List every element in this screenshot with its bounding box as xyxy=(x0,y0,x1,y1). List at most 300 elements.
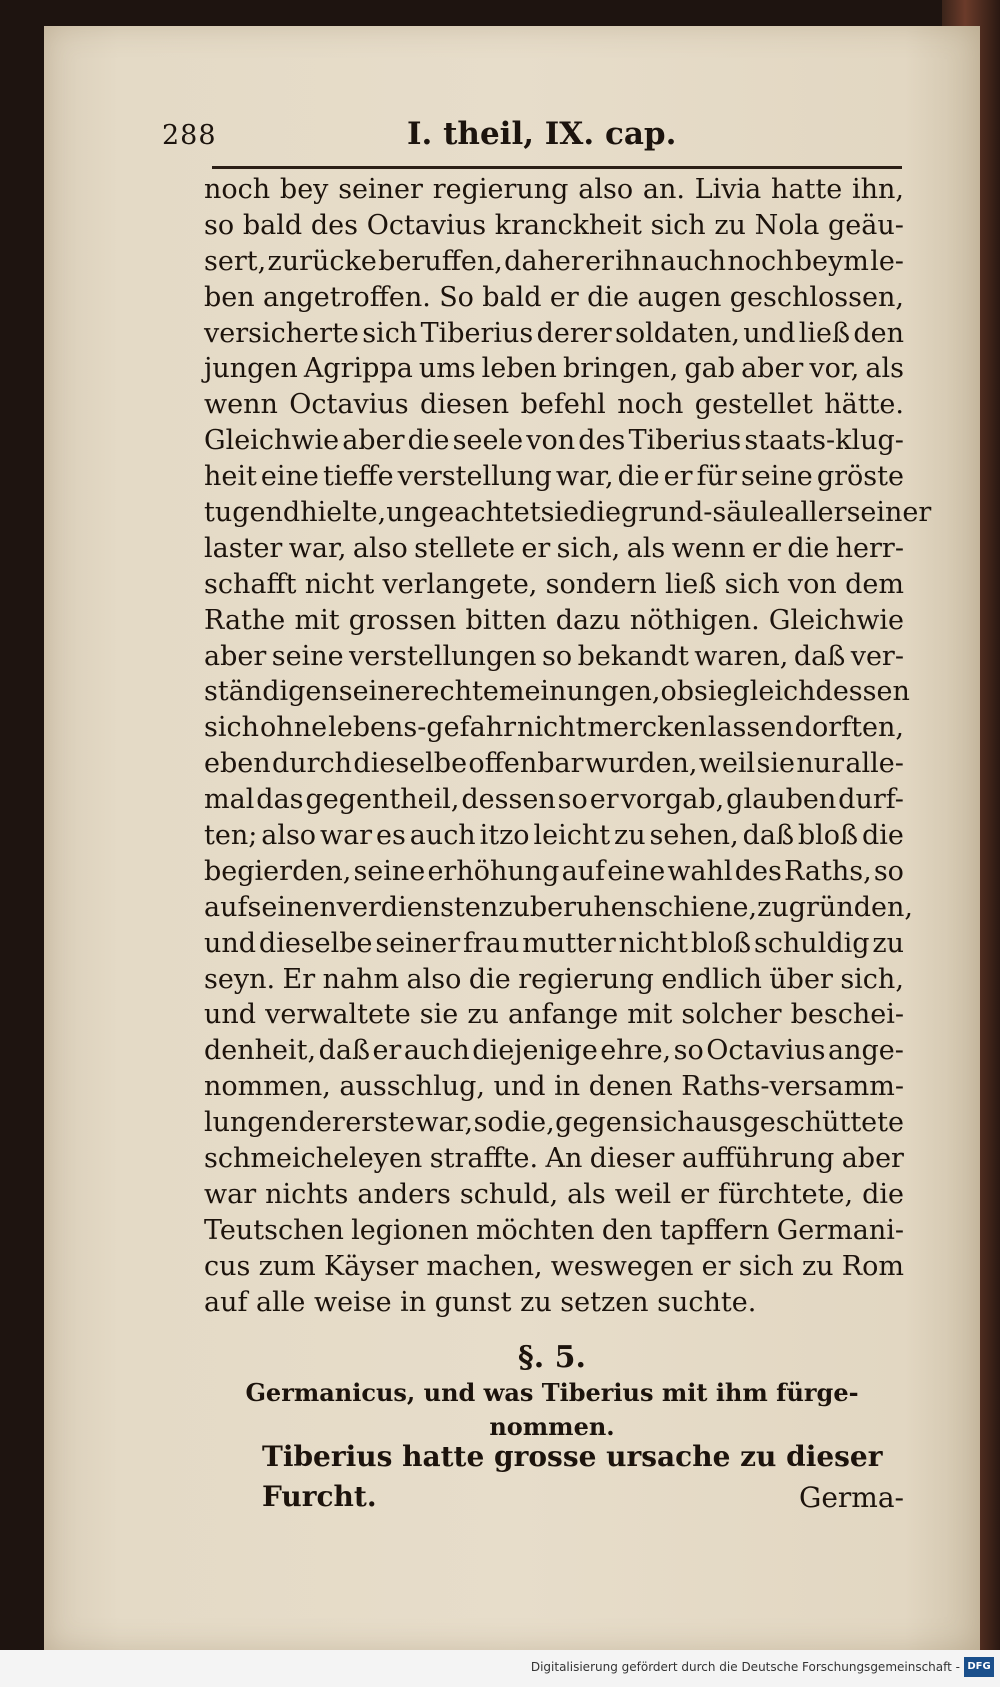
word: lebens-gefahr xyxy=(328,712,516,744)
word: seyn. xyxy=(204,963,276,995)
word: An xyxy=(545,1143,583,1175)
word: ließ xyxy=(665,568,717,600)
word: leben xyxy=(481,353,557,385)
word: seinen xyxy=(247,891,337,923)
word: wahl xyxy=(667,855,733,887)
running-head-rule xyxy=(212,166,902,169)
word: Raths-versamm- xyxy=(681,1071,904,1103)
text-line xyxy=(204,746,904,782)
word: beruffen, xyxy=(378,245,503,277)
text-line xyxy=(204,495,932,531)
word: nur xyxy=(796,748,845,780)
word: solcher xyxy=(681,999,782,1031)
word: eben xyxy=(204,748,271,780)
word: die xyxy=(579,497,621,529)
word: sie xyxy=(540,497,580,529)
word: sich, xyxy=(840,963,904,995)
text-line xyxy=(204,926,904,962)
word: jungen xyxy=(204,353,298,385)
word: dazu xyxy=(555,604,621,636)
word: kranckheit xyxy=(494,209,642,241)
word: tugend xyxy=(204,497,301,529)
text-line xyxy=(204,244,904,280)
word: bald xyxy=(242,209,303,241)
text-line xyxy=(204,316,904,352)
word: seine xyxy=(740,461,813,493)
word: sich xyxy=(724,568,780,600)
body-text xyxy=(204,172,932,1321)
word: nicht xyxy=(517,712,587,744)
running-head-title: I. theil, IX. cap. xyxy=(407,116,677,152)
word: als xyxy=(865,353,904,385)
word: auf xyxy=(561,855,606,887)
word: sich, xyxy=(556,532,621,564)
word: wenn xyxy=(671,532,746,564)
word: vor, xyxy=(809,353,860,385)
word: gab xyxy=(684,353,736,385)
word: mercken xyxy=(587,712,707,744)
word: zurücke xyxy=(267,245,377,277)
word: derer xyxy=(536,317,612,349)
word: mal xyxy=(204,784,255,816)
word: sich xyxy=(639,1107,695,1139)
word: bekandt xyxy=(577,640,689,672)
text-line xyxy=(204,782,904,818)
word: herr- xyxy=(835,532,904,564)
word: grund-säule xyxy=(620,497,785,529)
text-line xyxy=(204,674,910,710)
word: ums xyxy=(418,353,476,385)
word: Octavius xyxy=(706,1035,826,1067)
word: die, xyxy=(504,1107,555,1139)
word: wurden, xyxy=(584,748,698,780)
word: dieselbe xyxy=(258,927,373,959)
word: zu xyxy=(467,999,499,1031)
word: dieselbe xyxy=(353,748,468,780)
word: bald xyxy=(482,281,542,313)
catchword: Germa- xyxy=(798,1481,904,1514)
word: versicherte xyxy=(204,317,359,349)
word: gröste xyxy=(816,461,904,493)
word: ihn xyxy=(615,245,659,277)
word: Gleichwie xyxy=(204,425,340,457)
word: nicht xyxy=(304,568,375,600)
word: beym xyxy=(794,245,869,277)
word: waren, xyxy=(694,640,789,672)
word: bitten xyxy=(465,604,547,636)
word: legionen xyxy=(351,1214,469,1246)
word: und xyxy=(743,317,796,349)
text-line: auf alle weise in gunst zu setzen suchte. xyxy=(204,1286,757,1318)
word: verwaltete xyxy=(265,999,411,1031)
section-number: §. 5. xyxy=(518,1340,586,1375)
word: verstellungen xyxy=(349,640,537,672)
text-line xyxy=(204,1249,904,1285)
text-line xyxy=(204,890,913,926)
word: so xyxy=(473,1107,504,1139)
word: Gleichwie xyxy=(768,604,904,636)
section-heading xyxy=(200,1340,904,1444)
word: Tiberius xyxy=(628,425,742,457)
word: als xyxy=(567,1178,606,1210)
word: auch xyxy=(403,1035,470,1067)
word: nöthigen. xyxy=(629,604,760,636)
word: aber xyxy=(841,1143,904,1175)
word: ver- xyxy=(850,640,904,672)
word: aber xyxy=(741,353,804,385)
word: war, xyxy=(288,532,347,564)
word: seiner xyxy=(375,927,461,959)
word: für xyxy=(696,461,737,493)
word: war, xyxy=(415,1107,474,1139)
word: und xyxy=(204,927,257,959)
word: aber xyxy=(204,640,267,672)
word: cus xyxy=(204,1250,251,1282)
word: denheit, xyxy=(204,1035,317,1067)
word: von xyxy=(787,568,837,600)
word: beschei- xyxy=(790,999,904,1031)
word: dem xyxy=(845,568,904,600)
word: noch xyxy=(727,245,794,277)
word: aber xyxy=(342,425,405,457)
word: sehen, xyxy=(649,820,739,852)
text-line xyxy=(204,208,904,244)
text-line xyxy=(204,1069,904,1105)
text-line xyxy=(204,423,904,459)
word: geäu- xyxy=(828,209,904,241)
text-line xyxy=(204,280,904,316)
word: ten; xyxy=(204,820,258,852)
word: die xyxy=(787,532,830,564)
word: ben xyxy=(204,281,255,313)
word: noch xyxy=(617,389,684,421)
word: er xyxy=(585,245,614,277)
text-line xyxy=(204,387,904,423)
word: ob xyxy=(660,676,695,708)
word: er xyxy=(752,532,781,564)
word: leicht xyxy=(533,820,611,852)
word: anfange xyxy=(508,999,619,1031)
word: als xyxy=(626,532,666,564)
word: weil xyxy=(614,1178,672,1210)
word: so xyxy=(873,855,904,887)
word: er xyxy=(663,461,693,493)
word: nichts xyxy=(265,1178,349,1210)
word: gestellet xyxy=(694,389,813,421)
word: weil xyxy=(698,748,756,780)
word: er xyxy=(549,281,579,313)
word: lungen xyxy=(204,1107,299,1139)
word: also xyxy=(578,174,634,205)
word: Germani- xyxy=(776,1214,904,1246)
word: mit xyxy=(294,604,340,636)
word: ausgeschüttete xyxy=(695,1107,904,1139)
word: endlich xyxy=(661,963,762,995)
text-line xyxy=(204,531,904,567)
word: den xyxy=(601,1214,653,1246)
text-line xyxy=(204,962,904,998)
word: Livia xyxy=(694,174,762,205)
word: seiner xyxy=(846,497,932,529)
word: die xyxy=(468,963,511,995)
word: So xyxy=(439,281,474,313)
word: fürchtete, xyxy=(718,1178,854,1210)
word: den xyxy=(853,317,904,349)
word: glauben xyxy=(726,784,837,816)
word: ungeachtet xyxy=(386,497,541,529)
word: zu xyxy=(714,209,746,241)
word: sie xyxy=(756,748,796,780)
word: dessen xyxy=(815,676,910,708)
section-title-line-1: Germanicus, und was Tiberius mit ihm fürge- xyxy=(245,1378,859,1407)
word: sich xyxy=(650,209,706,241)
word: noch xyxy=(204,174,271,205)
word: die xyxy=(617,461,660,493)
word: tapffern xyxy=(659,1214,770,1246)
word: befehl xyxy=(520,389,606,421)
word: sich xyxy=(362,317,418,349)
word: vorgab, xyxy=(620,784,725,816)
word: so xyxy=(673,1035,704,1067)
word: in xyxy=(554,1071,581,1103)
word: zum xyxy=(258,1250,316,1282)
word: geschlossen, xyxy=(729,281,904,313)
word: Rathe xyxy=(204,604,286,636)
word: weswegen xyxy=(550,1250,694,1282)
word: also xyxy=(261,820,317,852)
word: begierden, xyxy=(204,855,352,887)
word: und xyxy=(204,999,257,1031)
word: Er xyxy=(282,963,316,995)
word: er xyxy=(372,1035,402,1067)
word: frau xyxy=(462,927,520,959)
text-line xyxy=(204,172,904,208)
word: seiner xyxy=(338,174,423,205)
word: sondern xyxy=(545,568,657,600)
word: sert, xyxy=(204,245,267,277)
word: mit xyxy=(627,999,673,1031)
text-line xyxy=(204,603,904,639)
word: möchten xyxy=(475,1214,595,1246)
word: er xyxy=(701,1250,731,1282)
text-line xyxy=(204,459,904,495)
word: itzo xyxy=(479,820,530,852)
page-number: 288 xyxy=(162,120,217,151)
word: also xyxy=(406,963,462,995)
word: erste xyxy=(345,1107,415,1139)
text-line xyxy=(204,1105,904,1141)
word: war xyxy=(319,820,373,852)
word: schuldig xyxy=(753,927,870,959)
word: durf- xyxy=(838,784,904,816)
word: war, xyxy=(555,461,614,493)
word: regierung xyxy=(518,963,654,995)
word: war xyxy=(204,1178,257,1210)
word: dessen xyxy=(461,784,556,816)
word: ständigen xyxy=(204,676,339,708)
word: Octavius xyxy=(366,209,487,241)
word: ange- xyxy=(828,1035,904,1067)
word: grossen xyxy=(348,604,457,636)
word: seele xyxy=(452,425,524,457)
word: schuld, xyxy=(459,1178,559,1210)
word: wenn xyxy=(204,389,278,421)
text-line xyxy=(204,1033,904,1069)
word: nahm xyxy=(322,963,400,995)
word: zu xyxy=(872,927,904,959)
word: sich xyxy=(738,1250,794,1282)
word: ihn, xyxy=(851,174,904,205)
text-line xyxy=(204,710,904,746)
word: zu xyxy=(757,891,789,923)
word: eine xyxy=(260,461,319,493)
word: gründen, xyxy=(788,891,913,923)
word: auch xyxy=(409,820,476,852)
word: diesen xyxy=(420,389,510,421)
word: seine xyxy=(353,855,426,887)
word: bloß xyxy=(797,820,859,852)
text-line xyxy=(204,1141,904,1177)
word: auf xyxy=(204,891,248,923)
word: dieser xyxy=(589,1143,675,1175)
word: hätte. xyxy=(824,389,904,421)
word: soldaten, xyxy=(615,317,740,349)
word: nommen, xyxy=(204,1071,331,1103)
word: er xyxy=(589,784,619,816)
word: verstellung xyxy=(397,461,552,493)
running-head xyxy=(162,96,906,152)
word: und xyxy=(493,1071,546,1103)
word: durch xyxy=(271,748,353,780)
word: hatte xyxy=(771,174,843,205)
word: denen xyxy=(588,1071,673,1103)
footer-credit: Digitalisierung gefördert durch die Deutsche Forschungsgemeinschaft - xyxy=(530,1660,960,1674)
word: zu xyxy=(801,1250,834,1282)
word: das xyxy=(256,784,304,816)
text-line xyxy=(204,997,904,1033)
word: straffte. xyxy=(429,1143,539,1175)
text-line xyxy=(204,1213,904,1249)
word: meinungen, xyxy=(498,676,661,708)
text-line xyxy=(204,818,904,854)
word: bringen, xyxy=(562,353,679,385)
word: angetroffen. xyxy=(262,281,431,313)
text-line xyxy=(204,567,904,603)
word: Raths, xyxy=(783,855,872,887)
word: daß xyxy=(318,1035,370,1067)
dfg-logo: DFG xyxy=(964,1657,994,1677)
word: der xyxy=(298,1107,345,1139)
word: sie xyxy=(694,676,733,708)
word: bey xyxy=(279,174,329,205)
word: anders xyxy=(357,1178,451,1210)
word: erhöhung xyxy=(427,855,560,887)
word: ehre, xyxy=(600,1035,672,1067)
word: Nola xyxy=(754,209,820,241)
word: schmeicheleyen xyxy=(204,1143,423,1175)
word: es xyxy=(375,820,406,852)
word: Octavius xyxy=(289,389,409,421)
word: die xyxy=(407,425,450,457)
word: regierung xyxy=(432,174,569,205)
word: aller xyxy=(784,497,847,529)
word: heit xyxy=(204,461,257,493)
word: er xyxy=(680,1178,710,1210)
section-title-line-2: nommen. xyxy=(489,1412,615,1441)
word: ausschlug, xyxy=(339,1071,485,1103)
word: Teutschen xyxy=(204,1214,344,1246)
word: mutter xyxy=(522,927,616,959)
word: des xyxy=(310,209,358,241)
word: sie xyxy=(419,999,459,1031)
word: er xyxy=(521,532,551,564)
word: alle- xyxy=(845,748,904,780)
text-line xyxy=(204,1177,904,1213)
word: zu xyxy=(498,891,530,923)
word: bloß xyxy=(690,927,752,959)
text-line xyxy=(204,351,904,387)
word: über xyxy=(769,963,833,995)
word: ohne xyxy=(260,712,328,744)
word: von xyxy=(526,425,576,457)
word: schafft xyxy=(204,568,297,600)
section-first-line: Tiberius hatte grosse ursache zu dieser Furcht. xyxy=(262,1440,883,1513)
word: Tiberius xyxy=(420,317,534,349)
word: an. xyxy=(642,174,685,205)
word: des xyxy=(578,425,626,457)
word: seine xyxy=(338,676,411,708)
word: verlangete, xyxy=(382,568,538,600)
word: daß xyxy=(742,820,794,852)
word: des xyxy=(734,855,782,887)
word: zu xyxy=(613,820,646,852)
word: gleich xyxy=(732,676,816,708)
word: also xyxy=(352,532,408,564)
word: tieffe xyxy=(322,461,394,493)
word: stellete xyxy=(414,532,515,564)
word: staats-klug- xyxy=(744,425,904,457)
word: nicht xyxy=(618,927,689,959)
word: gegen xyxy=(555,1107,640,1139)
word: die xyxy=(587,281,629,313)
word: aufführung xyxy=(681,1143,835,1175)
text-line xyxy=(204,854,904,890)
word: rechte xyxy=(410,676,499,708)
word: ließ xyxy=(798,317,850,349)
word: eine xyxy=(607,855,666,887)
word: le- xyxy=(870,245,904,277)
word: die xyxy=(861,820,904,852)
word: sich xyxy=(204,712,260,744)
word: hielte, xyxy=(300,497,387,529)
footer-strip xyxy=(0,1650,1000,1687)
text-line xyxy=(204,639,904,675)
word: augen xyxy=(637,281,722,313)
word: daher xyxy=(504,245,584,277)
word: auch xyxy=(660,245,727,277)
word: seine xyxy=(271,640,344,672)
word: diejenige xyxy=(472,1035,598,1067)
word: so xyxy=(204,209,235,241)
word: daß xyxy=(793,640,846,672)
word: Käyser xyxy=(323,1250,419,1282)
word: lassen xyxy=(707,712,794,744)
word: so xyxy=(557,784,588,816)
word: Rom xyxy=(841,1250,904,1282)
word: machen, xyxy=(426,1250,543,1282)
word: Agrippa xyxy=(303,353,413,385)
word: laster xyxy=(204,532,283,564)
